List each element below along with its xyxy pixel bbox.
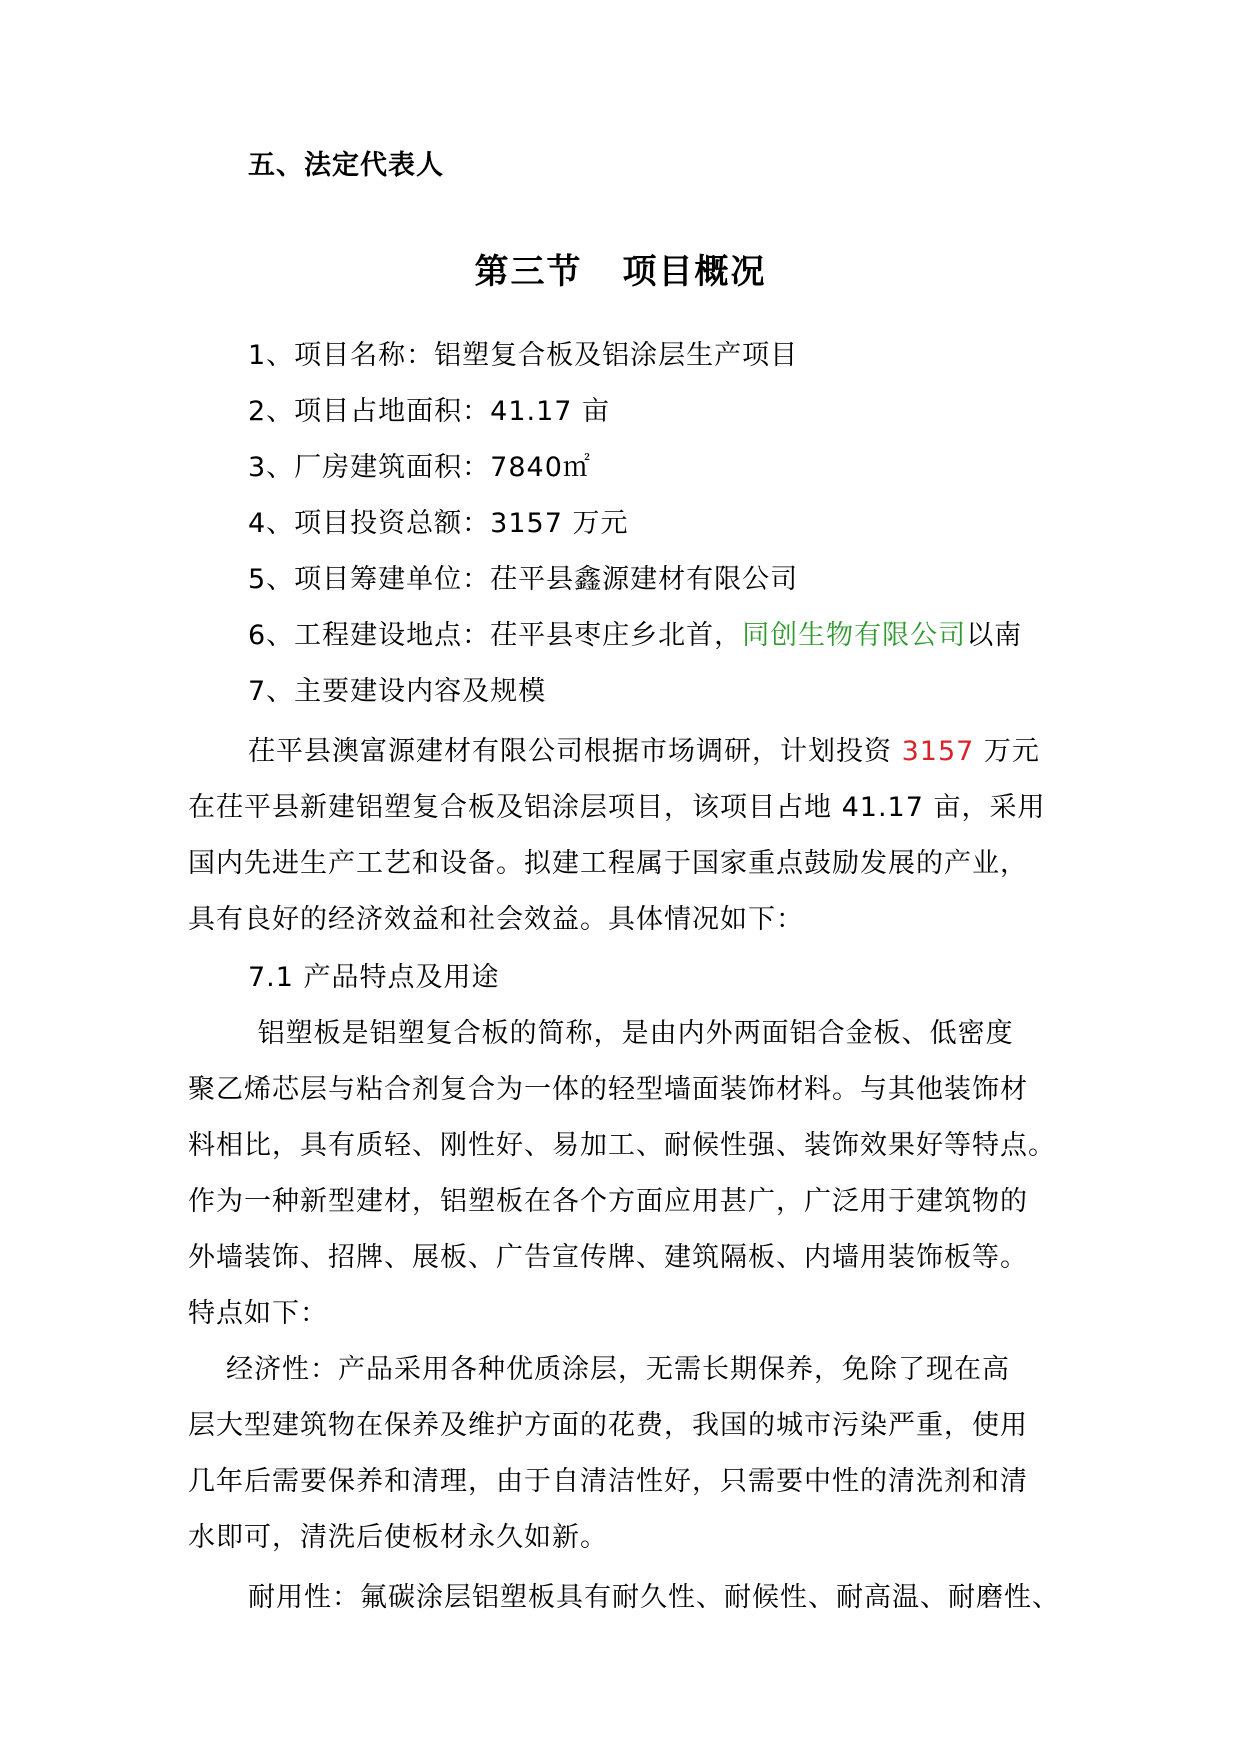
item-land-area: 2、项目占地面积：41.17 亩: [248, 396, 611, 427]
para2-line1: 铝塑板是铝塑复合板的简称，是由内外两面铝合金板、低密度: [248, 1018, 1014, 1049]
item-scope-heading: 7、主要建设内容及规模: [248, 676, 547, 707]
para1-line1-prefix: 茌平县澳富源建材有限公司根据市场调研，计划投资: [248, 736, 902, 767]
para1-line2: 在茌平县新建铝塑复合板及铝涂层项目，该项目占地 41.17 亩，采用: [188, 792, 1046, 823]
para3-line4: 水即可，清洗后使板材永久如新。: [188, 1522, 608, 1553]
chapter-heading-part2: 项目概况: [622, 252, 767, 292]
item-location: [248, 618, 1022, 654]
item-project-name: 1、项目名称：铝塑复合板及铝涂层生产项目: [248, 340, 799, 371]
chapter-heading: [0, 250, 1241, 294]
para3-line1: 经济性：产品采用各种优质涂层，无需长期保养，免除了现在高: [226, 1354, 1010, 1385]
para1-investment-highlight: 3157: [901, 736, 975, 767]
item-investment: 4、项目投资总额：3157 万元: [248, 508, 629, 539]
chapter-heading-part1: 第三节: [474, 252, 583, 292]
subheading-7-1: 7.1 产品特点及用途: [248, 962, 500, 993]
para4-line1: 耐用性：氟碳涂层铝塑板具有耐久性、耐候性、耐高温、耐磨性、: [248, 1582, 1060, 1613]
para2-line3: 料相比，具有质轻、刚性好、易加工、耐候性强、装饰效果好等特点。: [188, 1130, 1056, 1161]
item-location-suffix: 以南: [966, 620, 1023, 651]
item-location-prefix: 6、工程建设地点：茌平县枣庄乡北首，: [248, 620, 743, 651]
para2-line5: 外墙装饰、招牌、展板、广告宣传牌、建筑隔板、内墙用装饰板等。: [188, 1242, 1028, 1273]
para1-line3: 国内先进生产工艺和设备。拟建工程属于国家重点鼓励发展的产业，: [188, 848, 1028, 879]
para2-line4: 作为一种新型建材，铝塑板在各个方面应用甚广，广泛用于建筑物的: [188, 1186, 1028, 1217]
para2-line2: 聚乙烯芯层与粘合剂复合为一体的轻型墙面装饰材料。与其他装饰材: [188, 1074, 1028, 1105]
section-heading: 五、法定代表人: [248, 150, 444, 181]
para1-line1: [248, 734, 1040, 770]
item-building-area: 3、厂房建筑面积：7840㎡: [248, 452, 591, 483]
item-location-highlight: 同创生物有限公司: [742, 620, 967, 651]
para1-line4: 具有良好的经济效益和社会效益。具体情况如下：: [188, 904, 804, 935]
para2-line6: 特点如下：: [188, 1298, 328, 1329]
para3-line3: 几年后需要保养和清理，由于自清洁性好，只需要中性的清洗剂和清: [188, 1466, 1028, 1497]
para1-line1-suffix: 万元: [974, 736, 1040, 767]
para3-line2: 层大型建筑物在保养及维护方面的花费，我国的城市污染严重，使用: [188, 1410, 1028, 1441]
item-organizer: 5、项目筹建单位：茌平县鑫源建材有限公司: [248, 564, 799, 595]
